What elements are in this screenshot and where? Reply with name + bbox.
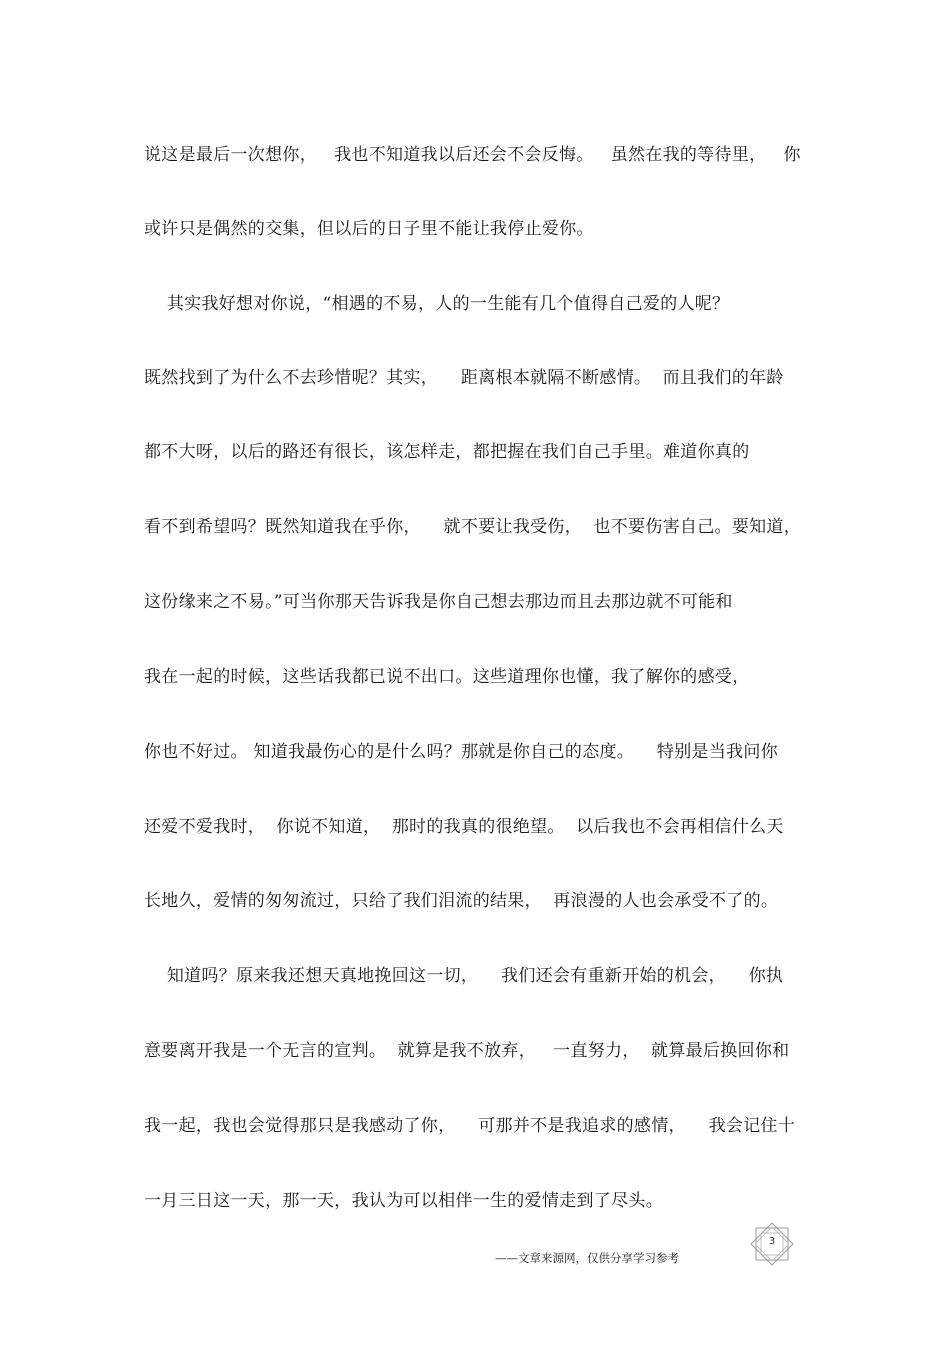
text-line: 看不到希望吗？既然知道我在乎你， 就不要让我受伤， 也不要伤害自己。要知道，: [144, 517, 802, 537]
text-line: 其实我好想对你说，“相遇的不易，人的一生能有几个值得自己爱的人呢？: [144, 294, 730, 314]
text-line: 你也不好过。 知道我最伤心的是什么吗？那就是你自己的态度。 特别是当我问你: [144, 742, 779, 762]
text-line: 长地久，爱情的匆匆流过，只给了我们泪流的结果， 再浪漫的人也会承受不了的。: [144, 891, 779, 911]
text-line: 知道吗？原来我还想天真地挽回这一切， 我们还会有重新开始的机会， 你执: [144, 966, 784, 986]
text-line: 说这是最后一次想你， 我也不知道我以后还会不会反悔。 虽然在我的等待里， 你: [144, 145, 801, 165]
page-number-badge: [748, 1222, 796, 1266]
text-line: 我在一起的时候，这些话我都已说不出口。这些道理你也懂，我了解你的感受，: [144, 667, 750, 687]
page-number: 3: [768, 1236, 776, 1247]
text-line: 既然找到了为什么不去珍惜呢？其实， 距离根本就隔不断感情。 而且我们的年龄: [144, 368, 784, 388]
text-line: 意要离开我是一个无言的宣判。 就算是我不放弃， 一直努力， 就算最后换回你和: [144, 1041, 790, 1061]
source-note: ——文章来源网，仅供分享学习参考: [495, 1251, 679, 1265]
text-line: 或许只是偶然的交集，但以后的日子里不能让我停止爱你。: [144, 219, 594, 239]
text-line: 一月三日这一天，那一天，我认为可以相伴一生的爱情走到了尽头。: [144, 1191, 663, 1211]
text-line: 这份缘来之不易。”可当你那天告诉我是你自己想去那边而且去那边就不可能和: [144, 592, 733, 612]
text-line: 都不大呀，以后的路还有很长，该怎样走，都把握在我们自己手里。难道你真的: [144, 442, 750, 462]
text-line: 我一起，我也会觉得那只是我感动了你， 可那并不是我追求的感情， 我会记住十: [144, 1116, 796, 1136]
text-line: 还爱不爱我时， 你说不知道， 那时的我真的很绝望。 以后我也不会再相信什么天: [144, 817, 784, 837]
